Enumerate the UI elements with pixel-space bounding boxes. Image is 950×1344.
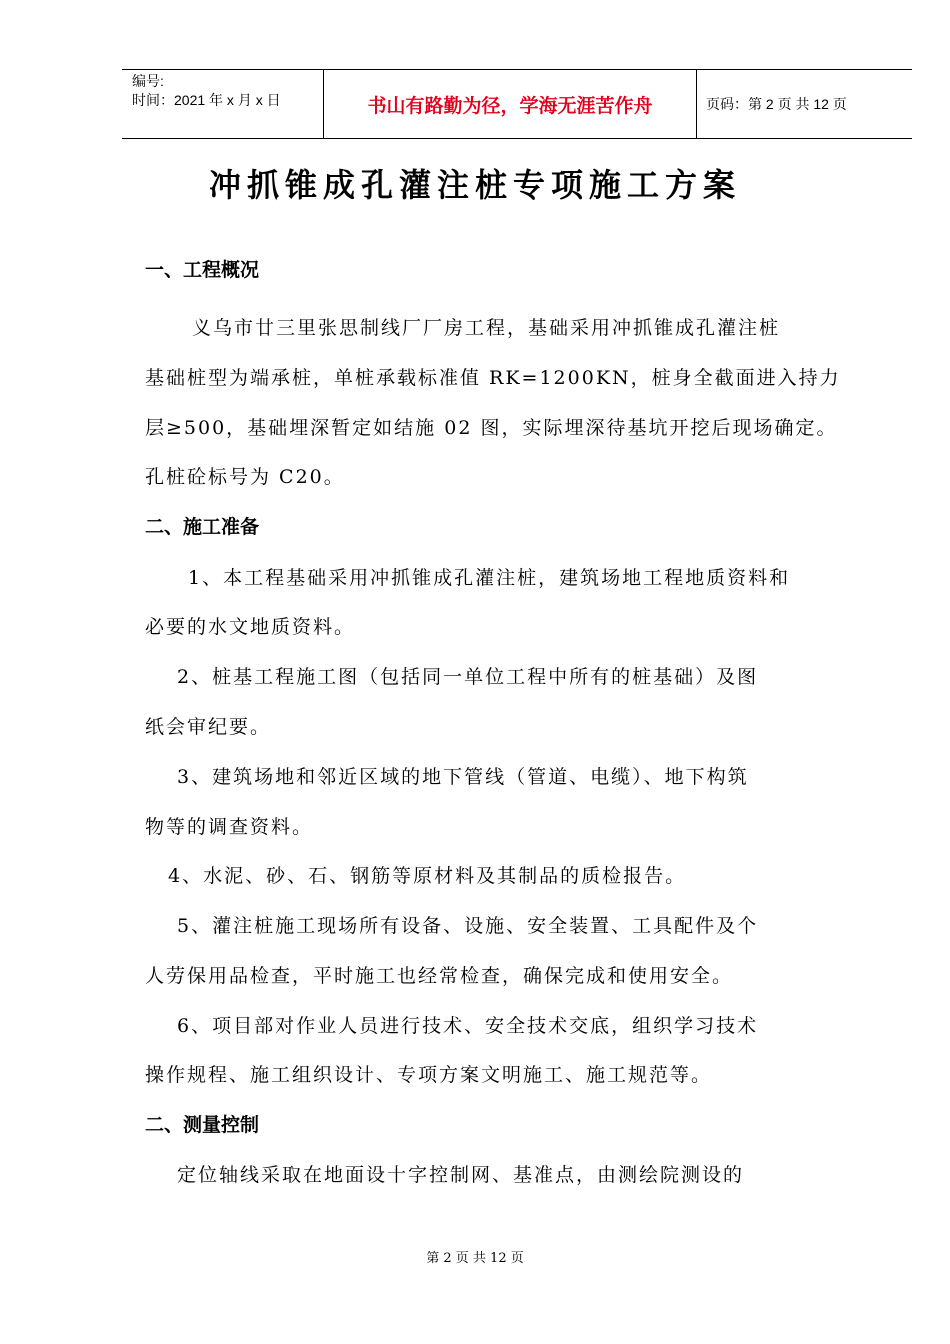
header-motto: 书山有路勤为径，学海无涯苦作舟 [367, 94, 653, 117]
paragraph-line: 1、本工程基础采用冲抓锥成孔灌注桩，建筑场地工程地质资料和 [188, 567, 791, 589]
paragraph-line: 纸会审纪要。 [145, 716, 272, 738]
paragraph-line: 人劳保用品检查，平时施工也经常检查，确保完成和使用安全。 [145, 965, 734, 987]
document-title: 冲抓锥成孔灌注桩专项施工方案 [208, 166, 741, 204]
paragraph-line: 定位轴线采取在地面设十字控制网、基准点，由测绘院测设的 [177, 1164, 745, 1186]
section-heading: 二、施工准备 [145, 516, 260, 538]
section-heading: 二、测量控制 [145, 1114, 260, 1136]
paragraph-line: 2、桩基工程施工图（包括同一单位工程中所有的桩基础）及图 [177, 666, 759, 688]
paragraph-line: 基础桩型为端承桩，单桩承载标准值 RK=1200KN，桩身全截面进入持力 [145, 367, 841, 389]
page-header [122, 69, 912, 139]
paragraph-line: 物等的调查资料。 [145, 816, 314, 838]
doc-number-label: 编号: [132, 73, 164, 89]
header-meta [132, 72, 281, 110]
doc-time-label: 时间：2021 年 x 月 x 日 [132, 92, 281, 108]
paragraph-line: 操作规程、施工组织设计、专项方案文明施工、施工规范等。 [145, 1064, 713, 1086]
header-divider [696, 70, 697, 138]
paragraph-line: 6、项目部对作业人员进行技术、安全技术交底，组织学习技术 [177, 1015, 759, 1037]
paragraph-line: 孔桩砼标号为 C20。 [145, 466, 345, 488]
page-footer: 第 2 页 共 12 页 [426, 1251, 524, 1266]
paragraph-line: 义乌市廿三里张思制线厂厂房工程，基础采用冲抓锥成孔灌注桩 [192, 317, 781, 339]
section-heading: 一、工程概况 [145, 259, 260, 281]
paragraph-line: 必要的水文地质资料。 [145, 616, 356, 638]
paragraph-line: 4、水泥、砂、石、钢筋等原材料及其制品的质检报告。 [168, 865, 687, 887]
header-page-label: 页码：第 2 页 共 12 页 [706, 96, 847, 112]
paragraph-line: 层≥500，基础埋深暂定如结施 02 图，实际埋深待基坑开挖后现场确定。 [145, 417, 838, 439]
paragraph-line: 3、建筑场地和邻近区域的地下管线（管道、电缆）、地下构筑 [177, 766, 749, 788]
paragraph-line: 5、灌注桩施工现场所有设备、设施、安全装置、工具配件及个 [177, 915, 759, 937]
